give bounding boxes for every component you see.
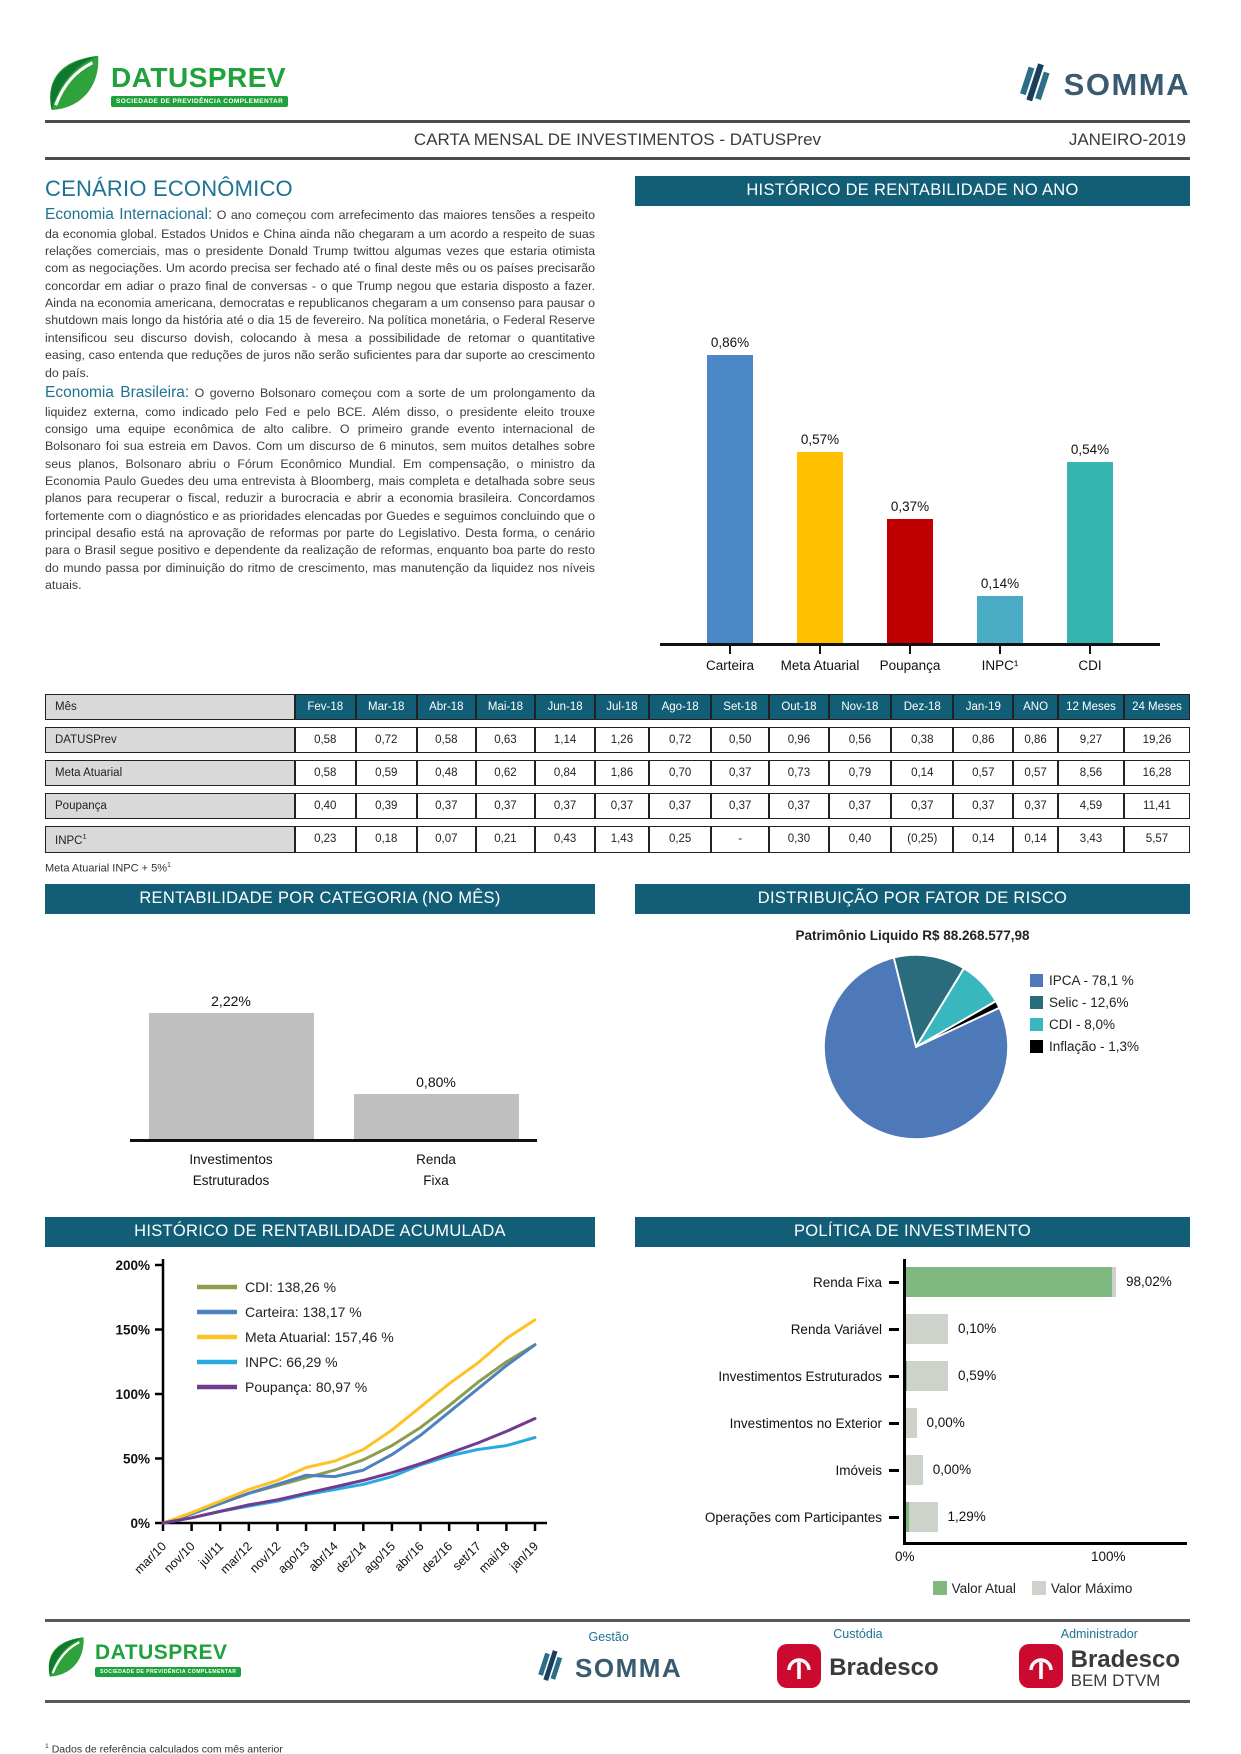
category-bars: [130, 942, 537, 1142]
legend-swatch: [1030, 1018, 1043, 1031]
axis-label: 100%: [115, 1386, 150, 1402]
category-label-line: Estruturados: [192, 1172, 270, 1188]
table-cell: 5,57: [1124, 826, 1190, 853]
datusprev-name: DATUSPREV: [95, 1641, 228, 1665]
table-cell: 0,37: [535, 793, 595, 819]
bem-dtvm-label: BEM DTVM: [1070, 1671, 1161, 1691]
axis-label: ago/13: [275, 1539, 313, 1577]
table-cell: 0,48: [417, 760, 476, 786]
policy-value-label: 0,00%: [926, 1414, 965, 1430]
policy-tick: [889, 1516, 899, 1519]
table-column-header: Dez-18: [891, 694, 953, 720]
policy-value-label: 0,59%: [958, 1367, 997, 1383]
custodia-label: Custódia: [833, 1626, 883, 1641]
category-column: [1067, 646, 1113, 673]
policy-max-bar: [906, 1314, 948, 1344]
table-cell: 0,14: [953, 826, 1013, 853]
category-labels: [130, 1150, 537, 1191]
annual-bars: [660, 206, 1160, 646]
somma-wordmark: SOMMA: [1063, 67, 1190, 102]
axis-label: Meta Atuarial: 157,46 %: [245, 1328, 394, 1345]
category-label: Poupança: [879, 658, 941, 673]
policy-value-label: 1,29%: [947, 1508, 986, 1524]
table-cell: 0,59: [356, 760, 417, 786]
category-returns-section: [45, 884, 595, 1191]
table-cell: 1,14: [535, 727, 595, 753]
policy-max-bar: [906, 1502, 938, 1532]
table-cell: 0,14: [891, 760, 953, 786]
gestao-group: [535, 1630, 682, 1690]
bar: [149, 1013, 314, 1139]
scenario-title: CENÁRIO ECONÔMICO: [45, 176, 293, 201]
bar-column: [149, 993, 314, 1139]
category-label: Meta Atuarial: [780, 658, 860, 673]
policy-category-label: [635, 1259, 903, 1306]
table-cell: 8,56: [1058, 760, 1124, 786]
axis-label: mai/18: [476, 1539, 513, 1576]
intl-paragraph: [45, 204, 595, 382]
policy-tick: [889, 1422, 899, 1425]
table-header-row: [45, 694, 1190, 720]
policy-tick: [889, 1328, 899, 1331]
table-cell: 1,26: [595, 727, 649, 753]
axis-label: mar/10: [131, 1539, 170, 1577]
pie-legend: [1030, 973, 1139, 1148]
table-cell: 0,37: [649, 793, 711, 819]
bradesco-logo: [777, 1644, 938, 1693]
table-cell: 0,39: [356, 793, 417, 819]
category-label: [149, 1150, 314, 1191]
table-column-header: Ago-18: [649, 694, 711, 720]
table-cell: 0,72: [649, 727, 711, 753]
table-cell: 0,86: [1013, 727, 1058, 753]
table-cell: 1,43: [595, 826, 649, 853]
table-cell: 0,70: [649, 760, 711, 786]
bar: [1067, 462, 1113, 643]
br-label: Economia Brasileira:: [45, 383, 190, 401]
somma-icon: [1016, 60, 1058, 111]
legend-label: Valor Máximo: [1050, 1580, 1133, 1596]
pie-legend-item: [1030, 1039, 1139, 1054]
table-cell: 0,37: [829, 793, 891, 819]
risk-factor-pie-chart: [820, 951, 1012, 1148]
investment-policy-chart: [635, 1259, 1190, 1545]
table-cell: 0,40: [829, 826, 891, 853]
policy-legend-item: [933, 1581, 1016, 1596]
bar: [707, 355, 753, 643]
policy-tick: [889, 1281, 899, 1284]
table-column-header: Jan-19: [953, 694, 1013, 720]
axis-label: abr/14: [305, 1539, 341, 1575]
table-column-header: Nov-18: [829, 694, 891, 720]
axis-tick: [729, 646, 731, 654]
table-cell: 0,38: [891, 727, 953, 753]
policy-xtick-0: 0%: [895, 1548, 915, 1564]
bradesco-wordmark: Bradesco: [1070, 1645, 1180, 1673]
table-cell: (0,25): [891, 826, 953, 853]
axis-tick: [999, 646, 1001, 654]
axis-tick: [819, 646, 821, 654]
bar-value-label: 2,22%: [211, 993, 251, 1010]
table-cell: 1,86: [595, 760, 649, 786]
intl-label: Economia Internacional:: [45, 206, 213, 223]
category-returns-header: RENTABILIDADE POR CATEGORIA (NO MÊS): [45, 884, 595, 914]
bar-column: [707, 335, 753, 643]
policy-category-text: Investimentos no Exterior: [729, 1415, 882, 1431]
axis-label: dez/16: [418, 1539, 456, 1576]
policy-category-label: [635, 1447, 903, 1494]
bar: [797, 452, 843, 643]
axis-label: jul/11: [195, 1539, 227, 1570]
category-column: [977, 646, 1023, 673]
policy-category-label: [635, 1400, 903, 1447]
legend-label: Inflação - 1,3%: [1049, 1039, 1140, 1055]
bar: [354, 1094, 519, 1139]
category-label: INPC¹: [981, 658, 1019, 673]
admin-label: Administrador: [1060, 1626, 1138, 1641]
table-column-header: Mai-18: [476, 694, 536, 720]
annual-bar-categories: [660, 646, 1160, 673]
somma-wordmark: SOMMA: [575, 1652, 683, 1683]
policy-tick: [889, 1375, 899, 1378]
table-cell: 0,37: [476, 793, 536, 819]
br-paragraph: [45, 382, 595, 595]
axis-label: nov/10: [161, 1539, 198, 1576]
datusprev-subtitle: SOCIEDADE DE PREVIDÊNCIA COMPLEMENTAR: [95, 1667, 241, 1677]
axis-label: 200%: [115, 1257, 150, 1273]
footer-somma-logo: [535, 1647, 682, 1690]
policy-legend-item: [1032, 1581, 1133, 1596]
table-cell: 4,59: [1058, 793, 1124, 819]
table-cell: 0,62: [476, 760, 536, 786]
bar-value-label: 0,57%: [800, 432, 840, 448]
bradesco-bem-logo: [1019, 1644, 1180, 1693]
table-cell: 9,27: [1058, 727, 1124, 753]
policy-actual-bar: [906, 1502, 909, 1532]
accumulated-returns-header: HISTÓRICO DE RENTABILIDADE ACUMULADA: [45, 1217, 595, 1247]
axis-label: dez/14: [332, 1539, 370, 1576]
table-column-header: 24 Meses: [1124, 694, 1190, 720]
table-cell: 0,07: [417, 826, 476, 853]
footer-logos: [45, 1622, 1190, 1700]
table-column-header: Mar-18: [356, 694, 417, 720]
table-column-header: Out-18: [769, 694, 829, 720]
datusprev-leaf-icon: [45, 52, 103, 119]
row-label: Poupança: [45, 793, 295, 819]
table-column-header: ANO: [1013, 694, 1058, 720]
policy-category-text: Renda Variável: [790, 1321, 882, 1337]
row-label: DATUSPrev: [45, 727, 295, 753]
datusprev-leaf-icon: [45, 1634, 87, 1685]
policy-value-label: 0,10%: [958, 1320, 997, 1336]
category-label: CDI: [1078, 658, 1102, 673]
category-column: [879, 646, 941, 673]
category-column: [707, 646, 753, 673]
axis-label: mar/12: [217, 1539, 255, 1577]
accumulated-returns-line-chart: [45, 1247, 595, 1592]
axis-label: nov/12: [247, 1539, 284, 1576]
table-column-header: Jul-18: [595, 694, 649, 720]
table-cell: 0,25: [649, 826, 711, 853]
table-row: [45, 760, 1190, 786]
table-cell: 0,57: [953, 760, 1013, 786]
category-label: Carteira: [706, 658, 755, 673]
policy-max-bar: [906, 1361, 948, 1391]
table-cell: 0,37: [595, 793, 649, 819]
policy-category-text: Operações com Participantes: [704, 1509, 882, 1525]
pie-legend-item: [1030, 995, 1139, 1010]
bar-value-label: 0,37%: [890, 499, 930, 514]
series-line-meta-atuarial: [163, 1320, 535, 1523]
legend-label: Selic - 12,6%: [1049, 995, 1129, 1011]
table-cell: 0,86: [953, 727, 1013, 753]
table-cell: 0,84: [535, 760, 595, 786]
axis-label: INPC: 66,29 %: [245, 1353, 338, 1370]
table-cell: 0,18: [356, 826, 417, 853]
category-label: [354, 1150, 519, 1191]
custodia-group: [777, 1627, 938, 1693]
category-label-line: Fixa: [423, 1172, 449, 1188]
gestao-label: Gestão: [588, 1629, 629, 1644]
bar: [887, 519, 933, 643]
table-row: [45, 793, 1190, 819]
annual-returns-section: [635, 176, 1190, 673]
policy-max-bar: [906, 1455, 923, 1485]
net-worth-label: Patrimônio Liquido R$ 88.268.577,98: [795, 928, 1030, 944]
br-text: O governo Bolsonaro começou com a sorte de um prolongamento da liquidez externa, como indicado pelo Fed e pelo BCE. Além disso, o presidente eleito trouxe consigo uma equipe econômica de alto calibre. O primeiro grande evento internacional de Bolsonaro foi sua estreia em Davos. Com um discurso de 6 minutos, sem muitos detalhes sobre seus planos, Bolsonaro abriu o Fórum Econômico Mundial. Em compensação, o ministro da Economia Paulo Guedes deu uma entrevista à Bloomberg, mais completa e detalhada sobre seus planos para recuperar o fiscal, reduzir a burocracia e abrir a economia brasileira. Concordamos fortemente com o diagnóstico e as prioridades elencadas por Guedes e seguimos concluindo que o principal desafio está na aprovação de reformas por parte do Legislativo. Desta forma, o cenário para o Brasil segue positivo e dependente da realização de reformas, enquanto boa parte do resto do mundo passa por diminuição do ritmo de crescimento, mas manutenção da liquidez nos níveis atuais.: [45, 385, 595, 593]
series-line-poupança: [163, 1418, 535, 1523]
policy-actual-bar: [906, 1361, 907, 1391]
table-cell: 0,30: [769, 826, 829, 853]
series-line-cdi: [163, 1345, 535, 1523]
policy-category-text: Imóveis: [835, 1462, 882, 1478]
category-returns-bar-chart: [45, 942, 595, 1191]
axis-label: 0%: [130, 1515, 150, 1531]
performance-table-section: [45, 687, 1190, 874]
accumulated-returns-section: [45, 1217, 595, 1597]
bar-column: [887, 499, 933, 643]
policy-legend: [875, 1581, 1190, 1596]
policy-category-label: [635, 1353, 903, 1400]
axis-label: ago/15: [361, 1539, 399, 1577]
row-label: INPC$^1$: [45, 826, 295, 853]
table-cell: 0,58: [417, 727, 476, 753]
legend-swatch: [1030, 1040, 1043, 1053]
somma-logo: [1016, 60, 1190, 111]
axis-label: 150%: [115, 1322, 150, 1338]
table-cell: 0,14: [1013, 826, 1058, 853]
policy-category-text: Investimentos Estruturados: [718, 1368, 882, 1384]
axis-label: 50%: [122, 1451, 150, 1467]
table-cell: 16,28: [1124, 760, 1190, 786]
table-cell: 0,58: [295, 760, 356, 786]
legend-label: IPCA - 78,1 %: [1049, 973, 1134, 989]
legend-swatch: [1032, 1581, 1046, 1595]
table-cell: -: [711, 826, 769, 853]
table-cell: 0,37: [953, 793, 1013, 819]
table-cell: 0,57: [1013, 760, 1058, 786]
table-column-header: Fev-18: [295, 694, 356, 720]
document-title: CARTA MENSAL DE INVESTIMENTOS - DATUSPrev: [413, 130, 822, 149]
table-cell: 0,96: [769, 727, 829, 753]
policy-category-label: [635, 1306, 903, 1353]
datusprev-subtitle: SOCIEDADE DE PREVIDÊNCIA COMPLEMENTAR: [111, 96, 288, 107]
pie-legend-item: [1030, 973, 1139, 988]
axis-label: set/17: [449, 1539, 484, 1574]
bar-column: [1067, 442, 1113, 643]
bar-column: [977, 576, 1023, 643]
table-footnote: Meta Atuarial INPC + 5%$^1$: [45, 860, 171, 875]
legend-label: CDI - 8,0%: [1049, 1017, 1116, 1033]
table-cell: 0,37: [711, 760, 769, 786]
somma-icon: [535, 1647, 569, 1690]
table-cell: 0,56: [829, 727, 891, 753]
table-cell: 0,21: [476, 826, 536, 853]
bradesco-wordmark: Bradesco: [829, 1654, 939, 1682]
legend-swatch: [933, 1581, 947, 1595]
table-cell: 0,23: [295, 826, 356, 853]
bradesco-tree-icon: [777, 1644, 821, 1693]
table-column-header: Jun-18: [535, 694, 595, 720]
table-cell: 0,79: [829, 760, 891, 786]
document-period: JANEIRO-2019: [1068, 130, 1186, 149]
risk-factor-section: [635, 884, 1190, 1191]
bar: [977, 596, 1023, 643]
table-cell: 0,58: [295, 727, 356, 753]
table-cell: 0,63: [476, 727, 536, 753]
category-label-line: Investimentos: [189, 1152, 273, 1168]
table-row: [45, 826, 1190, 853]
policy-category-text: Renda Fixa: [812, 1274, 882, 1290]
legend-swatch: [1030, 974, 1043, 987]
pie-legend-item: [1030, 1017, 1139, 1032]
policy-tick: [889, 1469, 899, 1472]
table-cell: 0,72: [356, 727, 417, 753]
table-cell: 0,73: [769, 760, 829, 786]
table-cell: 0,50: [711, 727, 769, 753]
table-cell: 0,37: [417, 793, 476, 819]
axis-label: jan/19: [507, 1539, 542, 1574]
series-line-carteira: [163, 1345, 535, 1523]
bar-column: [354, 1074, 519, 1139]
axis-label: Carteira: 138,17 %: [245, 1303, 362, 1320]
category-label-line: Renda: [416, 1152, 456, 1168]
table-cell: 3,43: [1058, 826, 1124, 853]
bar-value-label: 0,14%: [980, 576, 1020, 592]
page-header: [45, 0, 1190, 120]
axis-tick: [1089, 646, 1091, 654]
table-column-header: 12 Meses: [1058, 694, 1124, 720]
table-cell: 0,37: [1013, 793, 1058, 819]
legend-swatch: [1030, 996, 1043, 1009]
table-cell: 0,40: [295, 793, 356, 819]
risk-factor-header: DISTRIBUIÇÃO POR FATOR DE RISCO: [635, 884, 1190, 914]
legend-label: Valor Atual: [951, 1580, 1016, 1596]
axis-tick: [909, 646, 911, 654]
axis-label: Poupança: 80,97 %: [245, 1378, 368, 1395]
axis-label: abr/16: [391, 1539, 427, 1575]
table-cell: 19,26: [1124, 727, 1190, 753]
policy-x-axis: [895, 1545, 1190, 1567]
table-cell: 0,37: [711, 793, 769, 819]
row-label: Meta Atuarial: [45, 760, 295, 786]
table-column-header: Abr-18: [417, 694, 476, 720]
datusprev-name: DATUSPREV: [111, 61, 287, 93]
policy-max-bar: [906, 1408, 917, 1438]
title-bar: [45, 120, 1190, 160]
policy-value-label: 98,02%: [1126, 1273, 1172, 1289]
table-cell: 0,43: [535, 826, 595, 853]
policy-value-label: 0,00%: [932, 1461, 972, 1477]
economic-scenario-section: [45, 176, 595, 673]
policy-category-label: [635, 1494, 903, 1541]
investment-policy-section: [635, 1217, 1190, 1597]
performance-table: [45, 687, 1190, 860]
series-line-inpc: [163, 1437, 535, 1523]
table-header-mes: Mês: [45, 694, 295, 720]
bradesco-tree-icon: [1019, 1644, 1063, 1693]
annual-returns-header: HISTÓRICO DE RENTABILIDADE NO ANO: [635, 176, 1190, 206]
table-column-header: Set-18: [711, 694, 769, 720]
footer-bottom-rule: [45, 1700, 1190, 1703]
category-column: [780, 646, 860, 673]
bar-value-label: 0,54%: [1070, 442, 1110, 458]
intl-text: O ano começou com arrefecimento das maiores tensões a respeito da economia global. Estados Unidos e China ainda não chegaram a um acordo a respeito de suas relações comerciais, mas o presidente Donald Trump twittou algumas vezes que estaria otimista com as negociações. Um acordo precisa ser fechado até o final deste mês ou os países precisarão concordar em adiar o prazo final de conversas - o que Trump negou que estaria disposto a fazer. Ainda na economia americana, democratas e republicanos chegaram a um consenso para pausar o shutdown mais longo da história até o dia 15 de fevereiro. Na política monetária, o Federal Reserve intensificou seu discurso dovish, colocando à mesa a possibilidade de retomar o quantitative easing, caso entenda que reduções de juros não serão suficientes para dar suporte ao crescimento do país.: [45, 208, 595, 380]
datusprev-logo-text: [111, 61, 288, 107]
bar-column: [797, 432, 843, 643]
policy-xtick-100: 100%: [1091, 1548, 1126, 1564]
table-cell: 0,37: [891, 793, 953, 819]
bar-value-label: 0,86%: [710, 334, 750, 350]
page-footnote: $^1$ Dados de referência calculados com mês anterior: [45, 1742, 283, 1754]
investment-policy-header: POLÍTICA DE INVESTIMENTO: [635, 1217, 1190, 1247]
annual-returns-bar-chart: [635, 206, 1190, 673]
table-row: [45, 727, 1190, 753]
table-cell: 0,37: [769, 793, 829, 819]
axis-label: CDI: 138,26 %: [245, 1278, 337, 1295]
footer-datusprev-logo: [45, 1634, 241, 1685]
datusprev-logo: [45, 52, 288, 119]
table-cell: 11,41: [1124, 793, 1190, 819]
bar-value-label: 0,80%: [416, 1074, 456, 1091]
policy-actual-bar: [906, 1267, 1112, 1297]
admin-group: [1019, 1627, 1180, 1693]
